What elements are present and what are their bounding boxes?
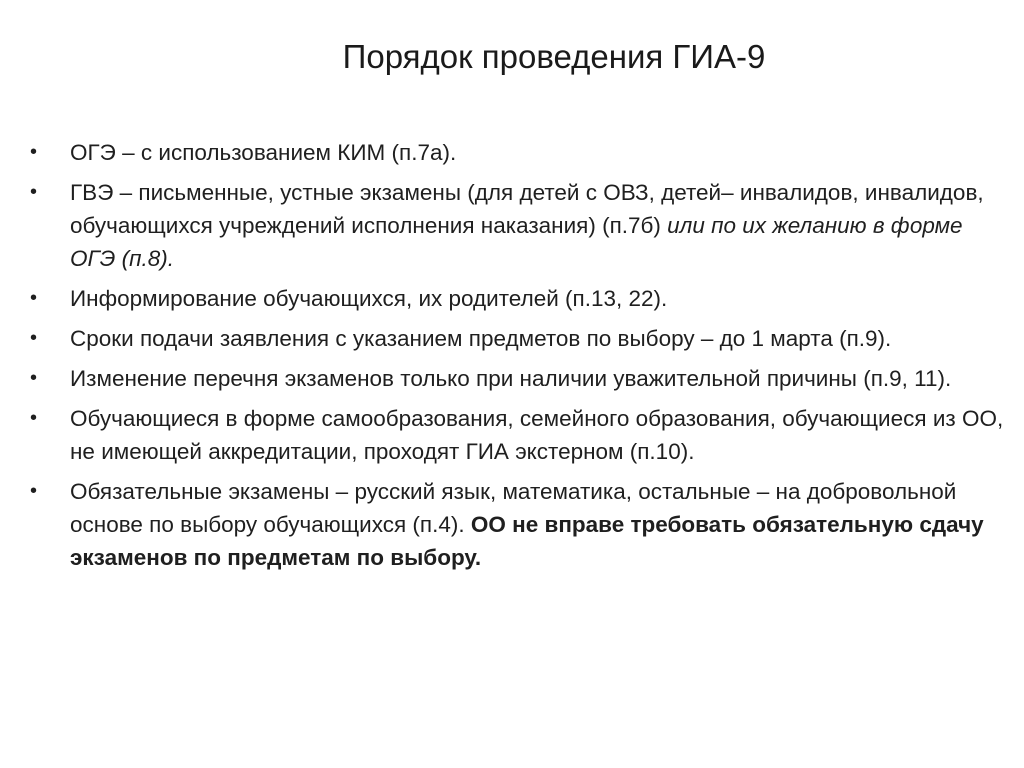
- bullet-icon: •: [30, 480, 38, 502]
- bullet-icon: •: [30, 181, 38, 203]
- bullet-icon: •: [30, 407, 38, 429]
- item-text: Сроки подачи заявления с указанием предметов по выбору – до 1 марта (п.9).: [70, 326, 892, 351]
- item-text: Обязательные экзамены – русский язык, математика, остальные – на добровольной основе по выбору обучающихся (п.4).: [70, 479, 957, 537]
- item-text: ОГЭ – с использованием КИМ (п.7а).: [70, 140, 457, 165]
- list-item-oge: [30, 136, 1005, 169]
- list-item-change-exams: [30, 362, 1005, 395]
- list-item-mandatory-exams: [30, 475, 1005, 574]
- list-item-gve: [30, 176, 1005, 275]
- slide-title: Порядок проведения ГИА-9: [342, 38, 766, 75]
- item-italic-text: или по их желанию в форме ОГЭ (п.8).: [70, 213, 963, 271]
- bullet-icon: •: [30, 141, 38, 163]
- bullet-icon: •: [30, 327, 38, 349]
- item-text: Изменение перечня экзаменов только при наличии уважительной причины (п.9, 11).: [70, 366, 952, 391]
- list-item-informing: [30, 282, 1005, 315]
- bullet-icon: •: [30, 287, 38, 309]
- item-text: ГВЭ – письменные, устные экзамены (для детей с ОВЗ, детей– инвалидов, инвалидов, обучающихся учреждений исполнения наказания) (п.7б): [70, 180, 984, 238]
- item-text: Обучающиеся в форме самообразования, семейного образования, обучающиеся из ОО, не имеющей аккредитации, проходят ГИА экстерном (п.10).: [70, 406, 1004, 464]
- bullet-icon: •: [30, 367, 38, 389]
- item-text: Информирование обучающихся, их родителей (п.13, 22).: [70, 286, 668, 311]
- bullet-list: [30, 136, 1005, 581]
- list-item-deadline: [30, 322, 1005, 355]
- list-item-external: [30, 402, 1005, 468]
- item-bold-text: ОО не вправе требовать обязательную сдачу экзаменов по предметам по выбору.: [70, 512, 984, 570]
